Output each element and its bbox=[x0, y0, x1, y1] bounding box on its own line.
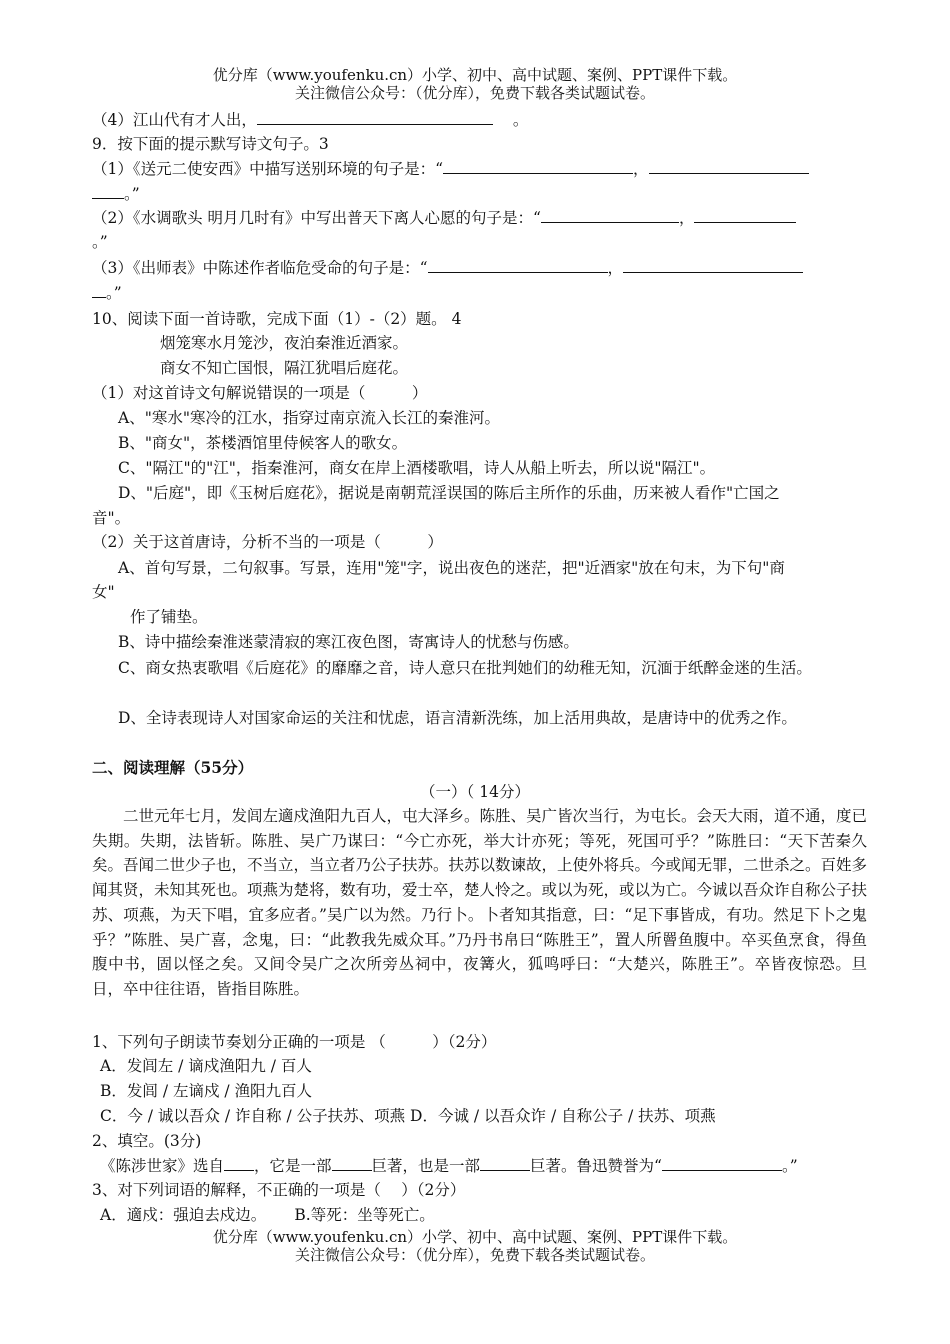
q10-sub2-option-a: A、首句写景，二句叙事。写景，连用"笼"字，说出夜色的迷茫，把"近酒家"放在句末，为下句"商 bbox=[118, 559, 785, 577]
page-header bbox=[0, 66, 950, 102]
q9-item-3-cont: 。” bbox=[92, 281, 872, 305]
footer-line-2: 关注微信公众号：（优分库），免费下载各类试题试卷。 bbox=[294, 1246, 655, 1264]
answer-blank[interactable] bbox=[92, 282, 106, 298]
poem-line-1: 烟笼寒水月笼沙，夜泊秦淮近酒家。 bbox=[160, 334, 409, 352]
answer-blank[interactable] bbox=[480, 1155, 530, 1171]
answer-blank[interactable] bbox=[92, 183, 124, 199]
q10-title: 10、阅读下面一首诗歌，完成下面（1）-（2）题。 4 bbox=[92, 310, 462, 328]
answer-blank[interactable] bbox=[623, 257, 803, 273]
page-footer bbox=[0, 1228, 950, 1264]
answer-blank[interactable] bbox=[694, 207, 796, 223]
q9-item-2: （2）《水调歌头 明月几时有》中写出普天下离人心愿的句子是：“ ， bbox=[92, 206, 872, 230]
q9-item-3: （3）《出师表》中陈述作者临危受命的句子是：“ ， bbox=[92, 256, 872, 280]
answer-blank[interactable] bbox=[541, 207, 679, 223]
reading-q2: 2、填空。(3分) bbox=[92, 1132, 202, 1150]
footer-line-1: 优分库（www.youfenku.cn）小学、初中、高中试题、案例、PPT课件下载。 bbox=[212, 1228, 738, 1246]
q10-sub1-option-b: B、"商女"，茶楼酒馆里侍候客人的歌女。 bbox=[118, 434, 408, 452]
q10-sub1-option-d: D、"后庭"，即《玉树后庭花》，据说是南朝荒淫误国的陈后主所作的乐曲，历来被人看作"亡国之 bbox=[118, 484, 780, 502]
q10-sub1-option-a: A、"寒水"寒冷的江水，指穿过南京流入长江的秦淮河。 bbox=[118, 409, 500, 427]
q10-sub2-option-a-cont2: 作了铺垫。 bbox=[130, 608, 208, 626]
q10-sub2-option-a-cont: 女" bbox=[92, 583, 115, 601]
reading-q1-option-b: B．发闾 / 左谪戍 / 渔阳九百人 bbox=[100, 1082, 313, 1100]
answer-blank[interactable] bbox=[662, 1155, 782, 1171]
q10-sub2: （2）关于这首唐诗，分析不当的一项是（ ） bbox=[92, 533, 443, 551]
reading-q2-fill: 《陈涉世家》选自 ，它是一部 巨著，也是一部 巨著。鲁迅赞誉为“ 。” bbox=[100, 1157, 798, 1175]
q9-title: 9．按下面的提示默写诗文句子。3 bbox=[92, 135, 329, 153]
section-2-title: 二、阅读理解（55分） bbox=[92, 758, 254, 777]
header-line-1: 优分库（www.youfenku.cn）小学、初中、高中试题、案例、PPT课件下载。 bbox=[212, 66, 738, 84]
header-line-2: 关注微信公众号：（优分库），免费下载各类试题试卷。 bbox=[294, 84, 655, 102]
q10-sub1-option-d-cont: 音"。 bbox=[92, 509, 131, 527]
q9-item-1: （1）《送元二使安西》中描写送别环境的句子是：“ ， bbox=[92, 157, 872, 181]
q10-sub2-option-d: D、全诗表现诗人对国家命运的关注和忧虑，语言清新洗练，加上活用典故，是唐诗中的优秀之作。 bbox=[118, 709, 797, 727]
answer-blank[interactable] bbox=[443, 158, 633, 174]
reading-q1: 1、下列句子朗读节奏划分正确的一项是 （ ）（2分） bbox=[92, 1033, 497, 1051]
q10-sub2-option-c: C、商女热衷歌唱《后庭花》的靡靡之音，诗人意只在批判她们的幼稚无知，沉湎于纸醉金迷的生活。 bbox=[118, 659, 812, 677]
answer-blank[interactable] bbox=[649, 158, 809, 174]
poem-line-2: 商女不知亡国恨，隔江犹唱后庭花。 bbox=[160, 359, 409, 377]
reading-q3-options-ab: A．適戍：强迫去戍边。 B.等死：坐等死亡。 bbox=[100, 1206, 435, 1224]
answer-blank[interactable] bbox=[332, 1155, 372, 1171]
reading-q1-option-cd: C．今 / 诚以吾众 / 诈自称 / 公子扶苏、项燕 D．今诚 / 以吾众诈 / 自称公子 / 扶苏、项燕 bbox=[100, 1107, 716, 1125]
answer-blank[interactable] bbox=[428, 257, 608, 273]
reading-q3: 3、对下列词语的解释，不正确的一项是（ ）（2分） bbox=[92, 1181, 466, 1199]
answer-blank[interactable] bbox=[224, 1155, 254, 1171]
q10-sub1-option-c: C、"隔江"的"江"，指秦淮河，商女在岸上酒楼歌唱，诗人从船上听去，所以说"隔江"。 bbox=[118, 459, 716, 477]
q10-sub2-option-b: B、诗中描绘秦淮迷蒙清寂的寒江夜色图，寄寓诗人的忧愁与伤感。 bbox=[118, 633, 579, 651]
reading-q1-option-a: A．发闾左 / 谪戍渔阳九 / 百人 bbox=[100, 1057, 312, 1075]
q8-item-4: （4）江山代有才人出， 。 bbox=[92, 111, 529, 129]
q10-sub1: （1）对这首诗文句解说错误的一项是（ ） bbox=[92, 384, 428, 402]
q9-item-2-cont: 。” bbox=[92, 233, 108, 251]
reading-passage: 二世元年七月，发闾左適戍渔阳九百人，屯大泽乡。陈胜、吴广皆次当行，为屯长。会天大雨，道不通，度已失期。失期，法皆斩。陈胜、吴广乃谋曰：“今亡亦死，举大计亦死；等死，死国可乎？”陈胜曰：“天下苦秦久矣。吾闻二世少子也，不当立，当立者乃公子扶苏。扶苏以数谏故，上使外将兵。今或闻无罪，二世杀之。百姓多闻其贤，未知其死也。项燕为楚将，数有功，爱士卒，楚人怜之。或以为死，或以为亡。今诚以吾众诈自称公子扶苏、项燕，为天下唱，宜多应者。”吴广以为然。乃行卜。卜者知其指意，曰：“足下事皆成，有功。然足下卜之鬼乎？”陈胜、吴广喜，念鬼，曰：“此教我先威众耳。”乃丹书帛曰“陈胜王”，置人所罾鱼腹中。卒买鱼烹食，得鱼腹中书，固以怪之矣。又间令吴广之次所旁丛祠中，夜篝火，狐鸣呼曰：“大楚兴，陈胜王”。卒皆夜惊恐。旦日，卒中往往语，皆指目陈胜。 bbox=[92, 807, 868, 998]
section-2-part-1-title: （一）（ 14分） bbox=[420, 783, 530, 801]
q9-item-1-cont: 。” bbox=[92, 182, 872, 206]
answer-blank[interactable] bbox=[257, 109, 493, 125]
